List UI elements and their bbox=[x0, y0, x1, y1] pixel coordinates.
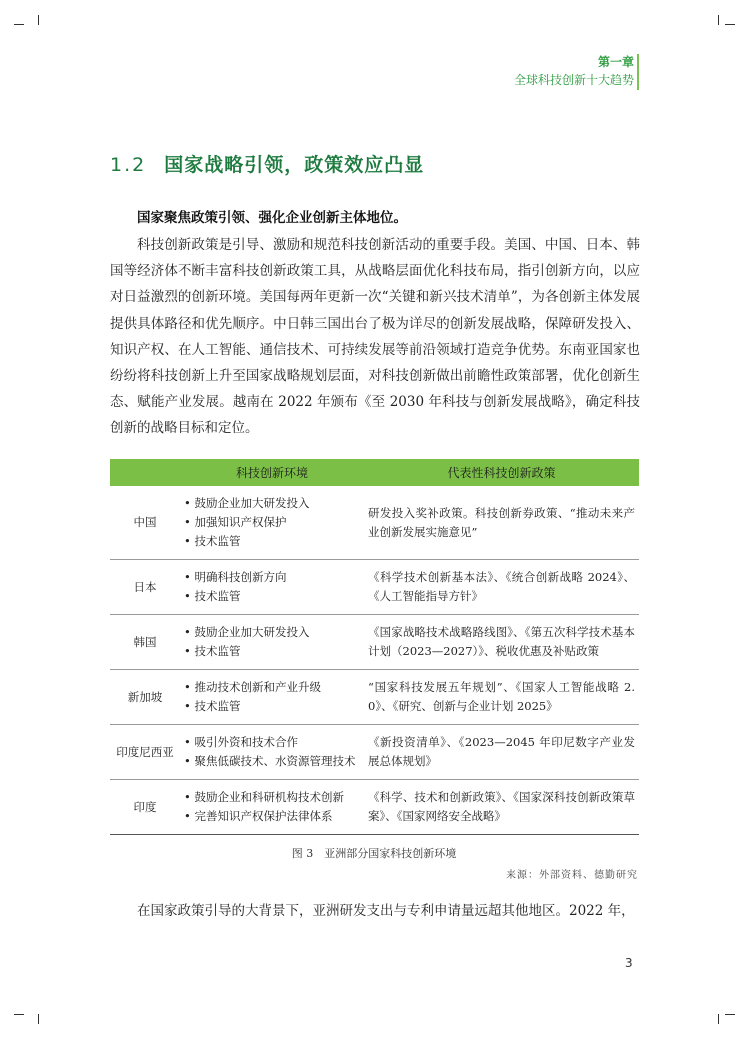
policy-cell: “国家科技发展五年规划”、《国家人工智能战略 2. 0》、《研究、创新与企业计划 2025》 bbox=[364, 670, 639, 725]
header-env: 科技创新环境 bbox=[180, 459, 364, 486]
env-item: • 完善知识产权保护法律体系 bbox=[184, 807, 360, 826]
env-cell bbox=[180, 486, 364, 560]
country-cell: 印度 bbox=[110, 780, 180, 835]
source-note: 来源：外部资料、德勤研究 bbox=[506, 870, 638, 881]
table-row bbox=[110, 725, 639, 780]
env-cell bbox=[180, 560, 364, 615]
env-item: • 鼓励企业和科研机构技术创新 bbox=[184, 788, 360, 807]
crop-mark bbox=[14, 1014, 24, 1015]
body-paragraph: 在国家政策引导的大背景下，亚洲研发支出与专利申请量远超其他地区。2022 年， bbox=[137, 903, 635, 919]
env-cell bbox=[180, 725, 364, 780]
table-row bbox=[110, 560, 639, 615]
env-item: • 推动技术创新和产业升级 bbox=[184, 678, 360, 697]
table-row bbox=[110, 615, 639, 670]
env-item: • 明确科技创新方向 bbox=[184, 568, 360, 587]
crop-mark bbox=[718, 1014, 719, 1024]
country-cell: 新加坡 bbox=[110, 670, 180, 725]
env-cell bbox=[180, 615, 364, 670]
env-item: • 技术监管 bbox=[184, 697, 360, 716]
header-policy: 代表性科技创新政策 bbox=[364, 459, 639, 486]
section-title: 国家战略引领，政策效应凸显 bbox=[164, 154, 425, 176]
crop-mark bbox=[38, 1014, 39, 1024]
env-item: • 技术监管 bbox=[184, 587, 360, 606]
table-row bbox=[110, 486, 639, 560]
section-number: 1.2 bbox=[110, 154, 147, 176]
policy-cell: 《新投资清单》、《2023—2045 年印尼数字产业发展总体规划》 bbox=[364, 725, 639, 780]
policy-cell: 研发投入奖补政策。科技创新券政策、“推动未来产业创新发展实施意见” bbox=[364, 486, 639, 560]
policy-table bbox=[110, 459, 639, 835]
table-row bbox=[110, 670, 639, 725]
crop-mark bbox=[14, 24, 24, 25]
policy-cell: 《国家战略技术战略路线图》、《第五次科学技术基本计划（2023—2027）》、税收优惠及补贴政策 bbox=[364, 615, 639, 670]
table-header-row bbox=[110, 459, 639, 486]
env-item: • 鼓励企业加大研发投入 bbox=[184, 494, 360, 513]
env-item: • 加强知识产权保护 bbox=[184, 513, 360, 532]
env-item: • 聚焦低碳技术、水资源管理技术 bbox=[184, 752, 360, 771]
policy-cell: 《科学、技术和创新政策》、《国家深科技创新政策草案》、《国家网络安全战略》 bbox=[364, 780, 639, 835]
country-cell: 韩国 bbox=[110, 615, 180, 670]
section-heading bbox=[110, 150, 424, 177]
crop-mark bbox=[718, 15, 719, 25]
figure-caption: 图 3 亚洲部分国家科技创新环境 bbox=[291, 847, 457, 860]
env-cell bbox=[180, 780, 364, 835]
country-cell: 印度尼西亚 bbox=[110, 725, 180, 780]
env-item: • 吸引外资和技术合作 bbox=[184, 733, 360, 752]
crop-mark bbox=[725, 1014, 735, 1015]
page-number: 3 bbox=[625, 956, 633, 970]
env-item: • 技术监管 bbox=[184, 642, 360, 661]
header-divider bbox=[637, 54, 639, 90]
crop-mark bbox=[38, 15, 39, 25]
country-cell: 中国 bbox=[110, 486, 180, 560]
running-head bbox=[514, 53, 634, 89]
body-paragraph: 科技创新政策是引导、激励和规范科技创新活动的重要手段。美国、中国、日本、韩国等经济体不断丰富科技创新政策工具，从战略层面优化科技布局，指引创新方向，以应对日益激烈的创新环境。美国每两年更新一次“关键和新兴技术清单”，为各创新主体发展提供具体路径和优先顺序。中日韩三国出台了极为详尽的创新发展战略，保障研发投入、知识产权、在人工智能、通信技术、可持续发展等前沿领域打造竞争优势。东南亚国家也纷纷将科技创新上升至国家战略规划层面，对科技创新做出前瞻性政策部署，优化创新生态、赋能产业发展。越南在 2022 年颁布《至 2030 年科技与创新发展战略》，确定科技创新的战略目标和定位。 bbox=[110, 237, 640, 437]
lead-sentence: 国家聚焦政策引领、强化企业创新主体地位。 bbox=[137, 210, 407, 226]
chapter-label: 第一章 bbox=[597, 55, 634, 69]
policy-cell: 《科学技术创新基本法》、《统合创新战略 2024》、《人工智能指导方针》 bbox=[364, 560, 639, 615]
country-cell: 日本 bbox=[110, 560, 180, 615]
table-row bbox=[110, 780, 639, 835]
env-item: • 技术监管 bbox=[184, 532, 360, 551]
env-item: • 鼓励企业加大研发投入 bbox=[184, 623, 360, 642]
header-country bbox=[110, 459, 180, 486]
chapter-title: 全球科技创新十大趋势 bbox=[513, 73, 634, 87]
env-cell bbox=[180, 670, 364, 725]
crop-mark bbox=[725, 24, 735, 25]
